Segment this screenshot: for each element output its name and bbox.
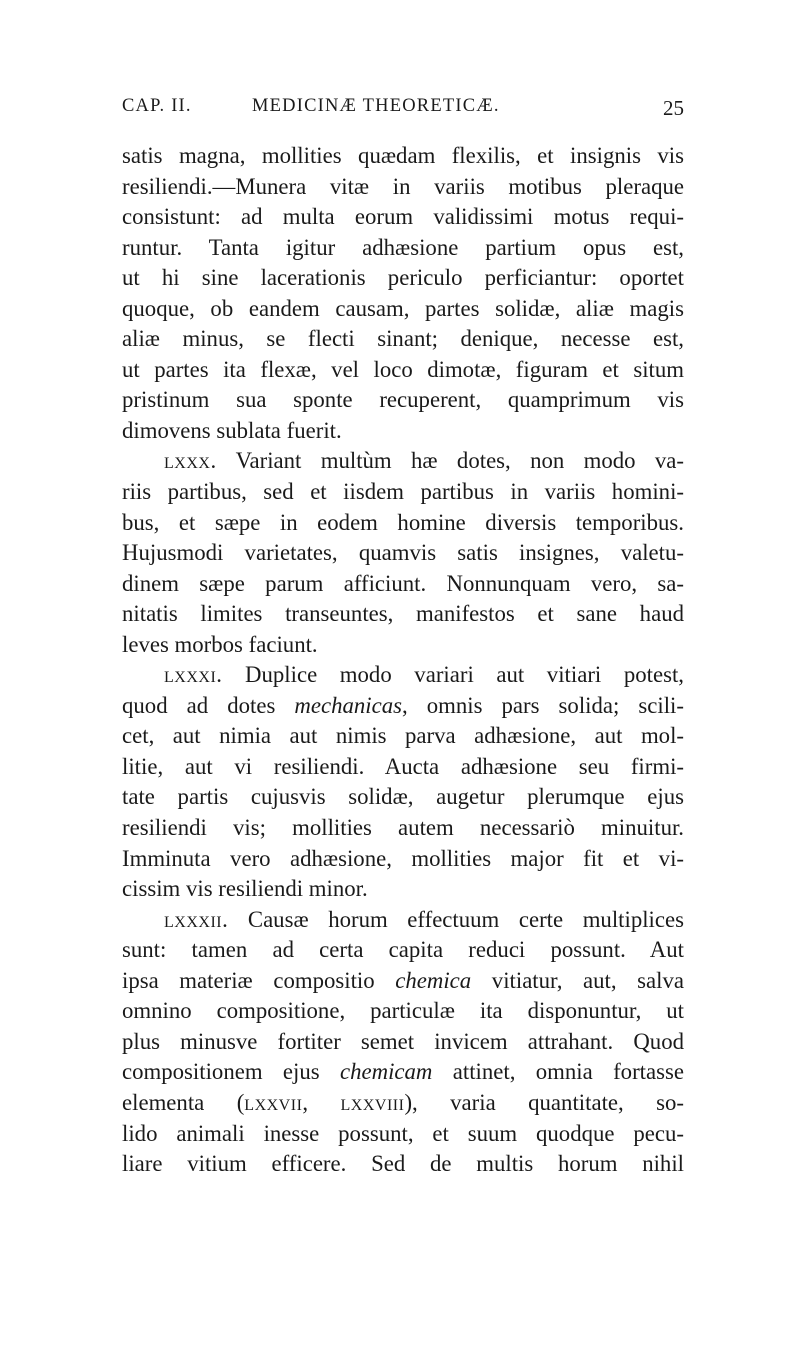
text-run: quod ad dotes xyxy=(122,692,295,718)
text-line: leves morbos faciunt. xyxy=(122,631,318,657)
section-number: lxxx. xyxy=(164,448,217,474)
text-run: , xyxy=(302,1089,341,1115)
text-line: nitatis limites transeuntes, manifestos et sane haud xyxy=(122,601,684,627)
text-run: elementa ( xyxy=(122,1089,245,1115)
text-line: cet, aut nimia aut nimis parva adhæsione, aut mol- xyxy=(122,723,684,749)
text-line: dinem sæpe parum afficiunt. Nonnunquam vero, sa- xyxy=(122,570,684,596)
text-line: plus minusve fortiter semet invicem attrahant. Quod xyxy=(122,1028,684,1054)
text-line: quoque, ob eandem causam, partes solidæ, aliæ magis xyxy=(122,295,684,321)
text-line: resiliendi.—Munera vitæ in variis motibus pleraque xyxy=(122,173,684,199)
running-title: MEDICINÆ THEORETICÆ. xyxy=(252,96,500,116)
text-line: liare vitium efficere. Sed de multis horum nihil xyxy=(122,1151,684,1177)
text-line: litie, aut vi resiliendi. Aucta adhæsione seu firmi- xyxy=(122,753,684,779)
text-line: omnino compositione, particulæ ita disponuntur, ut xyxy=(122,998,684,1024)
text-line xyxy=(122,1088,684,1119)
text-run: Variant multùm hæ dotes, non modo va- xyxy=(216,448,684,474)
text-line: cissim vis resiliendi minor. xyxy=(122,876,368,902)
section-number: lxxxi. xyxy=(164,662,223,688)
italic-term: chemica xyxy=(395,967,472,993)
text-line: dimovens sublata fuerit. xyxy=(122,417,342,443)
text-line xyxy=(122,966,684,997)
chapter-label: CAP. II. xyxy=(122,96,192,116)
page-number: 25 xyxy=(663,96,684,120)
paragraph-start-lxxxii xyxy=(122,905,684,936)
paragraph-start-lxxx xyxy=(122,446,684,477)
text-run: Duplice modo variari aut vitiari potest, xyxy=(222,662,684,688)
text-run: vitiatur, aut, salva xyxy=(471,967,684,993)
text-run: , omnis pars solida; scili- xyxy=(402,692,684,718)
text-run: Causæ horum effectuum certe multiplices xyxy=(228,906,684,932)
italic-term: chemicam xyxy=(339,1059,433,1085)
text-line: riis partibus, sed et iisdem partibus in variis homini- xyxy=(122,479,684,505)
text-line: resiliendi vis; mollities autem necessariò minuitur. xyxy=(122,815,684,841)
text-line xyxy=(122,691,684,722)
text-run: ), varia quantitate, so- xyxy=(404,1089,684,1115)
section-reference: lxxvii xyxy=(244,1089,303,1115)
text-run: attinet, omnia fortasse xyxy=(432,1059,684,1085)
text-line: bus, et sæpe in eodem homine diversis temporibus. xyxy=(122,509,684,535)
text-line: lido animali inesse possunt, et suum quodque pecu- xyxy=(122,1120,684,1146)
section-reference: lxxviii xyxy=(340,1089,405,1115)
text-run: compositionem ejus xyxy=(122,1059,340,1085)
text-line: tate partis cujusvis solidæ, augetur plerumque ejus xyxy=(122,784,684,810)
text-line: satis magna, mollities quædam flexilis, et insignis vis xyxy=(122,143,684,168)
text-line: sunt: tamen ad certa capita reduci possunt. Aut xyxy=(122,937,684,963)
italic-term: mechanicas xyxy=(294,692,402,718)
text-line: ut partes ita flexæ, vel loco dimotæ, figuram et situm xyxy=(122,356,684,382)
text-line: consistunt: ad multa eorum validissimi motus requi- xyxy=(122,204,684,230)
text-line: ut hi sine lacerationis periculo perficiantur: oportet xyxy=(122,265,684,291)
text-line xyxy=(122,1057,684,1088)
text-line: Imminuta vero adhæsione, mollities major fit et vi- xyxy=(122,845,684,871)
text-line: runtur. Tanta igitur adhæsione partium opus est, xyxy=(122,234,684,260)
text-line: pristinum sua sponte recuperent, quamprimum vis xyxy=(122,387,684,413)
text-line: Hujusmodi varietates, quamvis satis insignes, valetu- xyxy=(122,540,684,566)
body-text xyxy=(122,141,684,1180)
paragraph-start-lxxxi xyxy=(122,660,684,691)
section-number: lxxxii. xyxy=(164,906,229,932)
text-run: ipsa materiæ compositio xyxy=(122,967,396,993)
running-head xyxy=(122,96,684,124)
text-line: aliæ minus, se flecti sinant; denique, necesse est, xyxy=(122,326,684,352)
